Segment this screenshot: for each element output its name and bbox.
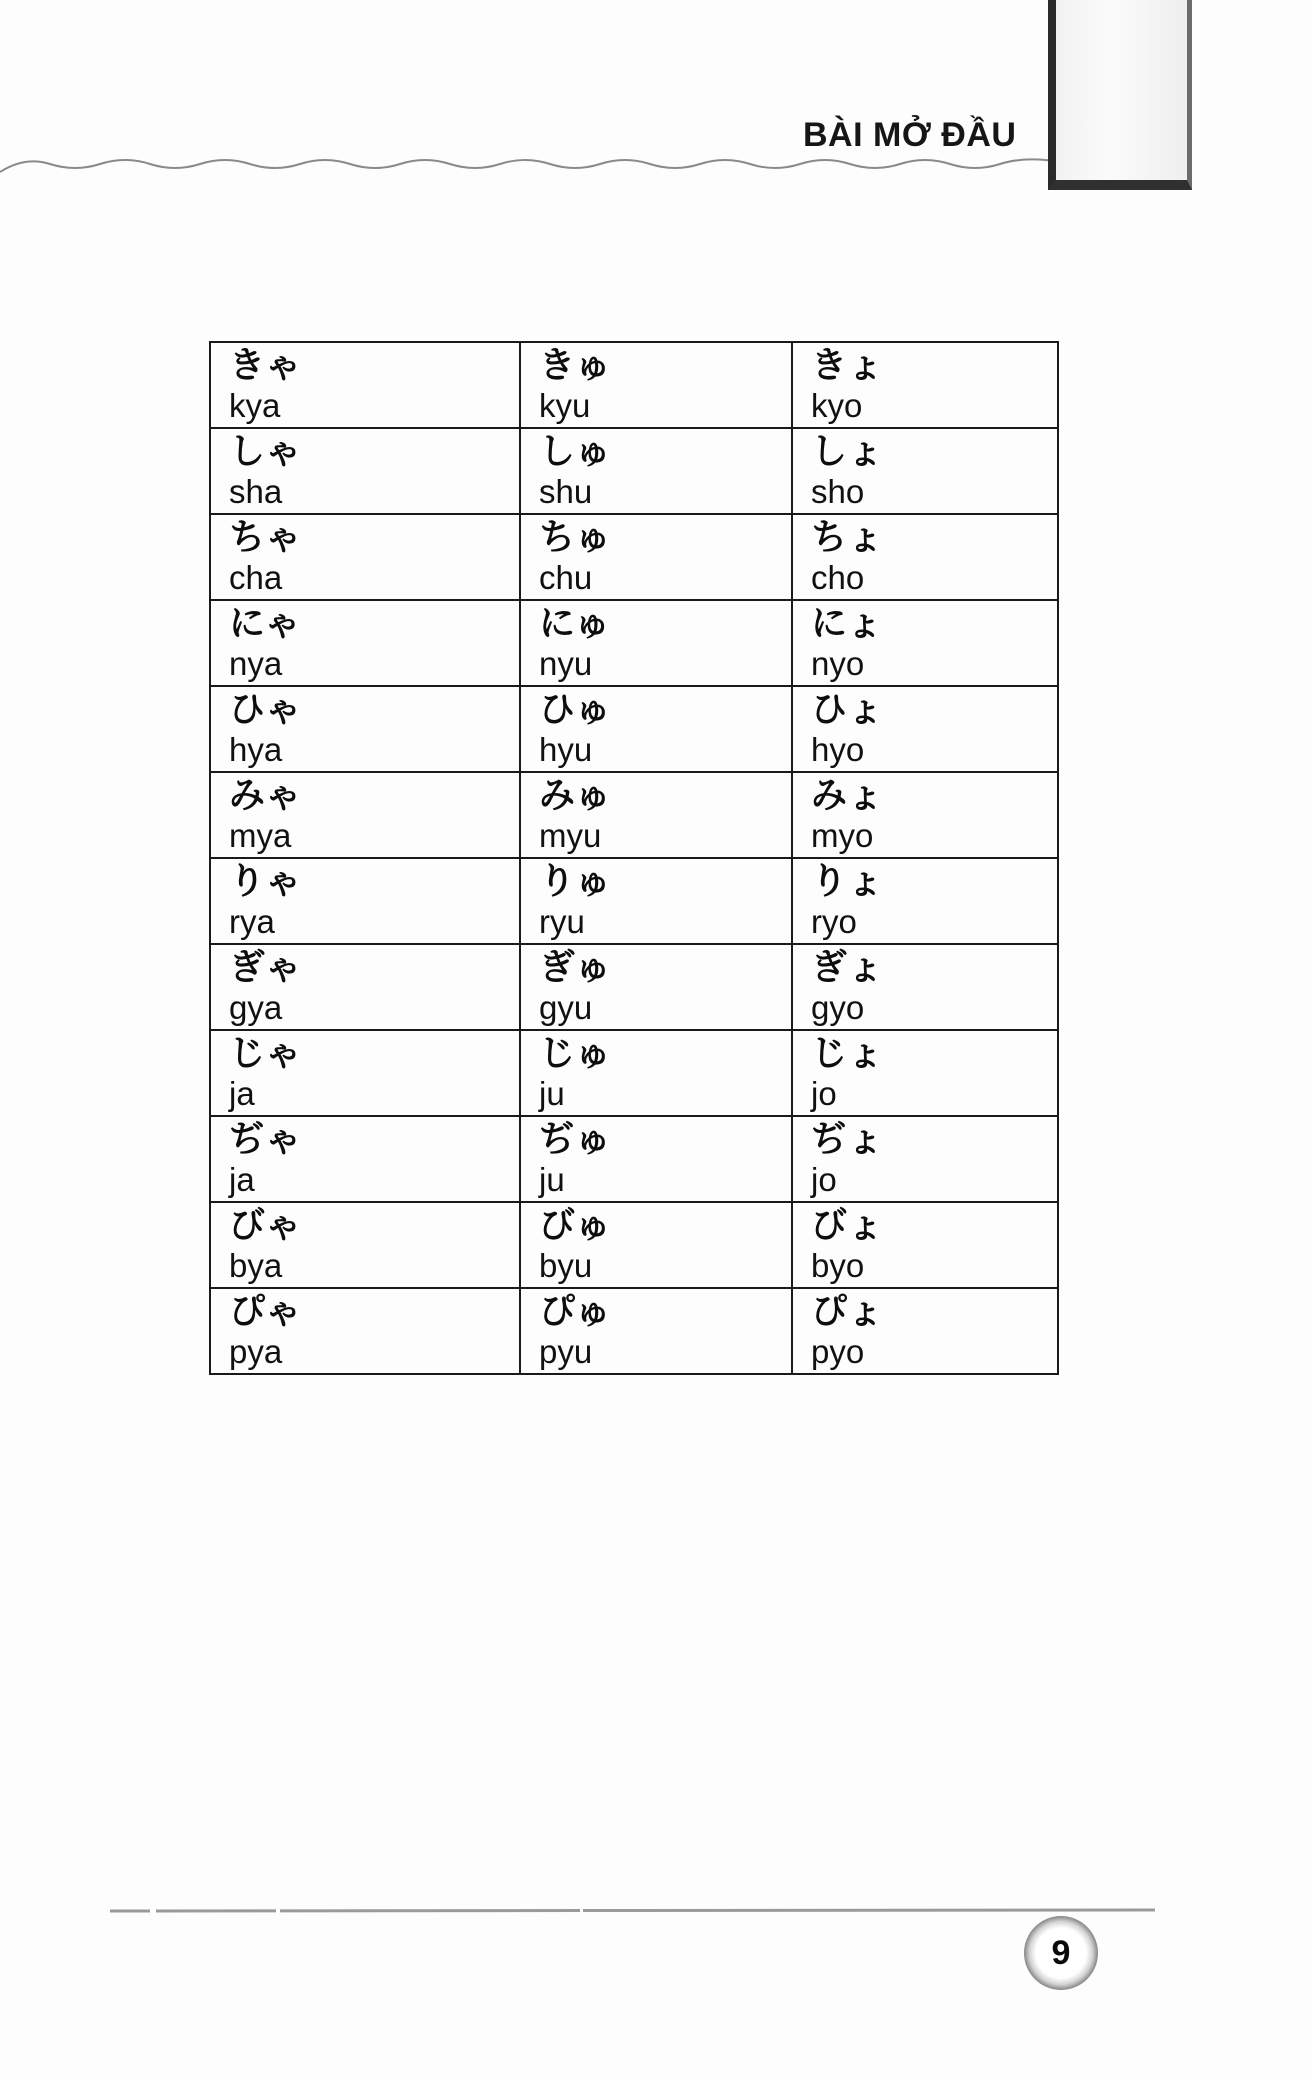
- table-row: [210, 1030, 1058, 1116]
- kana-text: びゃ: [229, 1205, 302, 1246]
- table-cell: [210, 514, 520, 600]
- romaji-text: kya: [229, 387, 281, 424]
- romaji-text: pyu: [539, 1333, 593, 1370]
- kana-text: ひゅ: [539, 689, 612, 730]
- kana-text: きょ: [811, 345, 884, 386]
- table-row: [210, 686, 1058, 772]
- romaji-text: myo: [811, 817, 874, 854]
- kana-text: にょ: [811, 603, 883, 644]
- kana-text: きゃ: [229, 345, 302, 386]
- table-cell: [520, 1116, 792, 1202]
- table-cell: [792, 1288, 1058, 1374]
- kana-text: しゃ: [229, 431, 302, 472]
- romaji-text: jo: [811, 1161, 837, 1198]
- table-row: [210, 514, 1058, 600]
- table-cell: [520, 1030, 792, 1116]
- romaji-text: shu: [539, 473, 593, 510]
- table-cell: [210, 1116, 520, 1202]
- table-cell: [792, 1116, 1058, 1202]
- kana-text: ぢょ: [811, 1119, 884, 1160]
- table-row: [210, 1288, 1058, 1374]
- romaji-text: ja: [229, 1161, 255, 1198]
- table-cell: [520, 772, 792, 858]
- kana-text: りゃ: [229, 861, 302, 902]
- kana-text: ひゃ: [229, 689, 302, 730]
- romaji-text: gyo: [811, 989, 865, 1026]
- romaji-text: gyu: [539, 989, 593, 1026]
- table-row: [210, 944, 1058, 1030]
- table-cell: [792, 858, 1058, 944]
- table-cell: [520, 600, 792, 686]
- table-cell: [792, 342, 1058, 428]
- table-cell: [520, 1202, 792, 1288]
- romaji-text: chu: [539, 559, 593, 596]
- romaji-text: rya: [229, 903, 275, 940]
- romaji-text: hyo: [811, 731, 865, 768]
- table-cell: [210, 772, 520, 858]
- kana-text: ひょ: [811, 689, 884, 730]
- table-cell: [210, 600, 520, 686]
- kana-text: ぴゃ: [229, 1291, 302, 1332]
- table-row: [210, 772, 1058, 858]
- romaji-text: ja: [229, 1075, 255, 1112]
- kana-text: ぢゃ: [229, 1119, 302, 1160]
- table-cell: [792, 944, 1058, 1030]
- romaji-text: ryu: [539, 903, 585, 940]
- kana-text: ぴゅ: [539, 1291, 612, 1332]
- page-number: 9: [1051, 1933, 1071, 1972]
- kana-text: じゅ: [539, 1033, 612, 1074]
- kana-text: ぎゃ: [229, 947, 302, 988]
- romaji-text: myu: [539, 817, 602, 854]
- romaji-text: ju: [539, 1161, 565, 1198]
- table-cell: [210, 342, 520, 428]
- romaji-text: kyu: [539, 387, 591, 424]
- table-cell: [210, 1202, 520, 1288]
- romaji-text: byu: [539, 1247, 593, 1284]
- romaji-text: nyo: [811, 645, 865, 682]
- kana-text: みょ: [811, 775, 884, 816]
- romaji-text: ryo: [811, 903, 857, 940]
- kana-text: ぢゅ: [539, 1119, 612, 1160]
- romaji-text: pya: [229, 1333, 283, 1370]
- table-row: [210, 1116, 1058, 1202]
- kana-text: しょ: [811, 431, 884, 472]
- table-cell: [792, 1030, 1058, 1116]
- table-row: [210, 428, 1058, 514]
- hiragana-combination-table: [209, 341, 1059, 1375]
- romaji-text: cho: [811, 559, 865, 596]
- corner-tab-decoration: [1048, 0, 1192, 190]
- romaji-text: hyu: [539, 731, 593, 768]
- table-cell: [520, 858, 792, 944]
- kana-text: じゃ: [229, 1033, 302, 1074]
- romaji-text: pyo: [811, 1333, 865, 1370]
- kana-text: きゅ: [539, 345, 612, 386]
- table-cell: [792, 428, 1058, 514]
- kana-text: びゅ: [539, 1205, 612, 1246]
- kana-text: ちゃ: [229, 517, 302, 558]
- romaji-text: ju: [539, 1075, 565, 1112]
- kana-text: じょ: [811, 1033, 884, 1074]
- page-number-badge: [1024, 1916, 1098, 1990]
- kana-text: ちょ: [811, 517, 884, 558]
- table-cell: [520, 514, 792, 600]
- romaji-text: jo: [811, 1075, 837, 1112]
- romaji-text: hya: [229, 731, 283, 768]
- kana-text: りゅ: [539, 861, 612, 902]
- table-cell: [210, 686, 520, 772]
- chapter-title: BÀI MỞ ĐẦU: [803, 116, 1017, 154]
- table-cell: [792, 600, 1058, 686]
- table-cell: [792, 686, 1058, 772]
- romaji-text: byo: [811, 1247, 865, 1284]
- table-cell: [210, 944, 520, 1030]
- table-row: [210, 342, 1058, 428]
- romaji-text: gya: [229, 989, 283, 1026]
- kana-text: ちゅ: [539, 517, 612, 558]
- table-row: [210, 858, 1058, 944]
- table-cell: [520, 944, 792, 1030]
- table-cell: [210, 1288, 520, 1374]
- romaji-text: sho: [811, 473, 865, 510]
- table-cell: [792, 1202, 1058, 1288]
- romaji-text: kyo: [811, 387, 863, 424]
- romaji-text: nya: [229, 645, 283, 682]
- romaji-text: nyu: [539, 645, 593, 682]
- romaji-text: sha: [229, 473, 283, 510]
- table-cell: [520, 342, 792, 428]
- table-row: [210, 600, 1058, 686]
- kana-text: ぴょ: [811, 1291, 884, 1332]
- kana-text: にゃ: [229, 603, 301, 644]
- footer-rule-line: [110, 1906, 1155, 1916]
- kana-text: みゃ: [229, 775, 302, 816]
- table-row: [210, 1202, 1058, 1288]
- table-cell: [520, 428, 792, 514]
- romaji-text: bya: [229, 1247, 283, 1284]
- table-cell: [520, 1288, 792, 1374]
- romaji-text: mya: [229, 817, 292, 854]
- kana-text: みゅ: [539, 775, 612, 816]
- kana-text: びょ: [811, 1205, 884, 1246]
- table-cell: [210, 428, 520, 514]
- kana-text: にゅ: [539, 603, 611, 644]
- romaji-text: cha: [229, 559, 283, 596]
- table-cell: [792, 772, 1058, 858]
- table-cell: [210, 1030, 520, 1116]
- kana-text: しゅ: [539, 431, 612, 472]
- kana-text: りょ: [811, 861, 884, 902]
- kana-text: ぎゅ: [539, 947, 612, 988]
- table-cell: [520, 686, 792, 772]
- table-cell: [792, 514, 1058, 600]
- kana-text: ぎょ: [811, 947, 884, 988]
- table-cell: [210, 858, 520, 944]
